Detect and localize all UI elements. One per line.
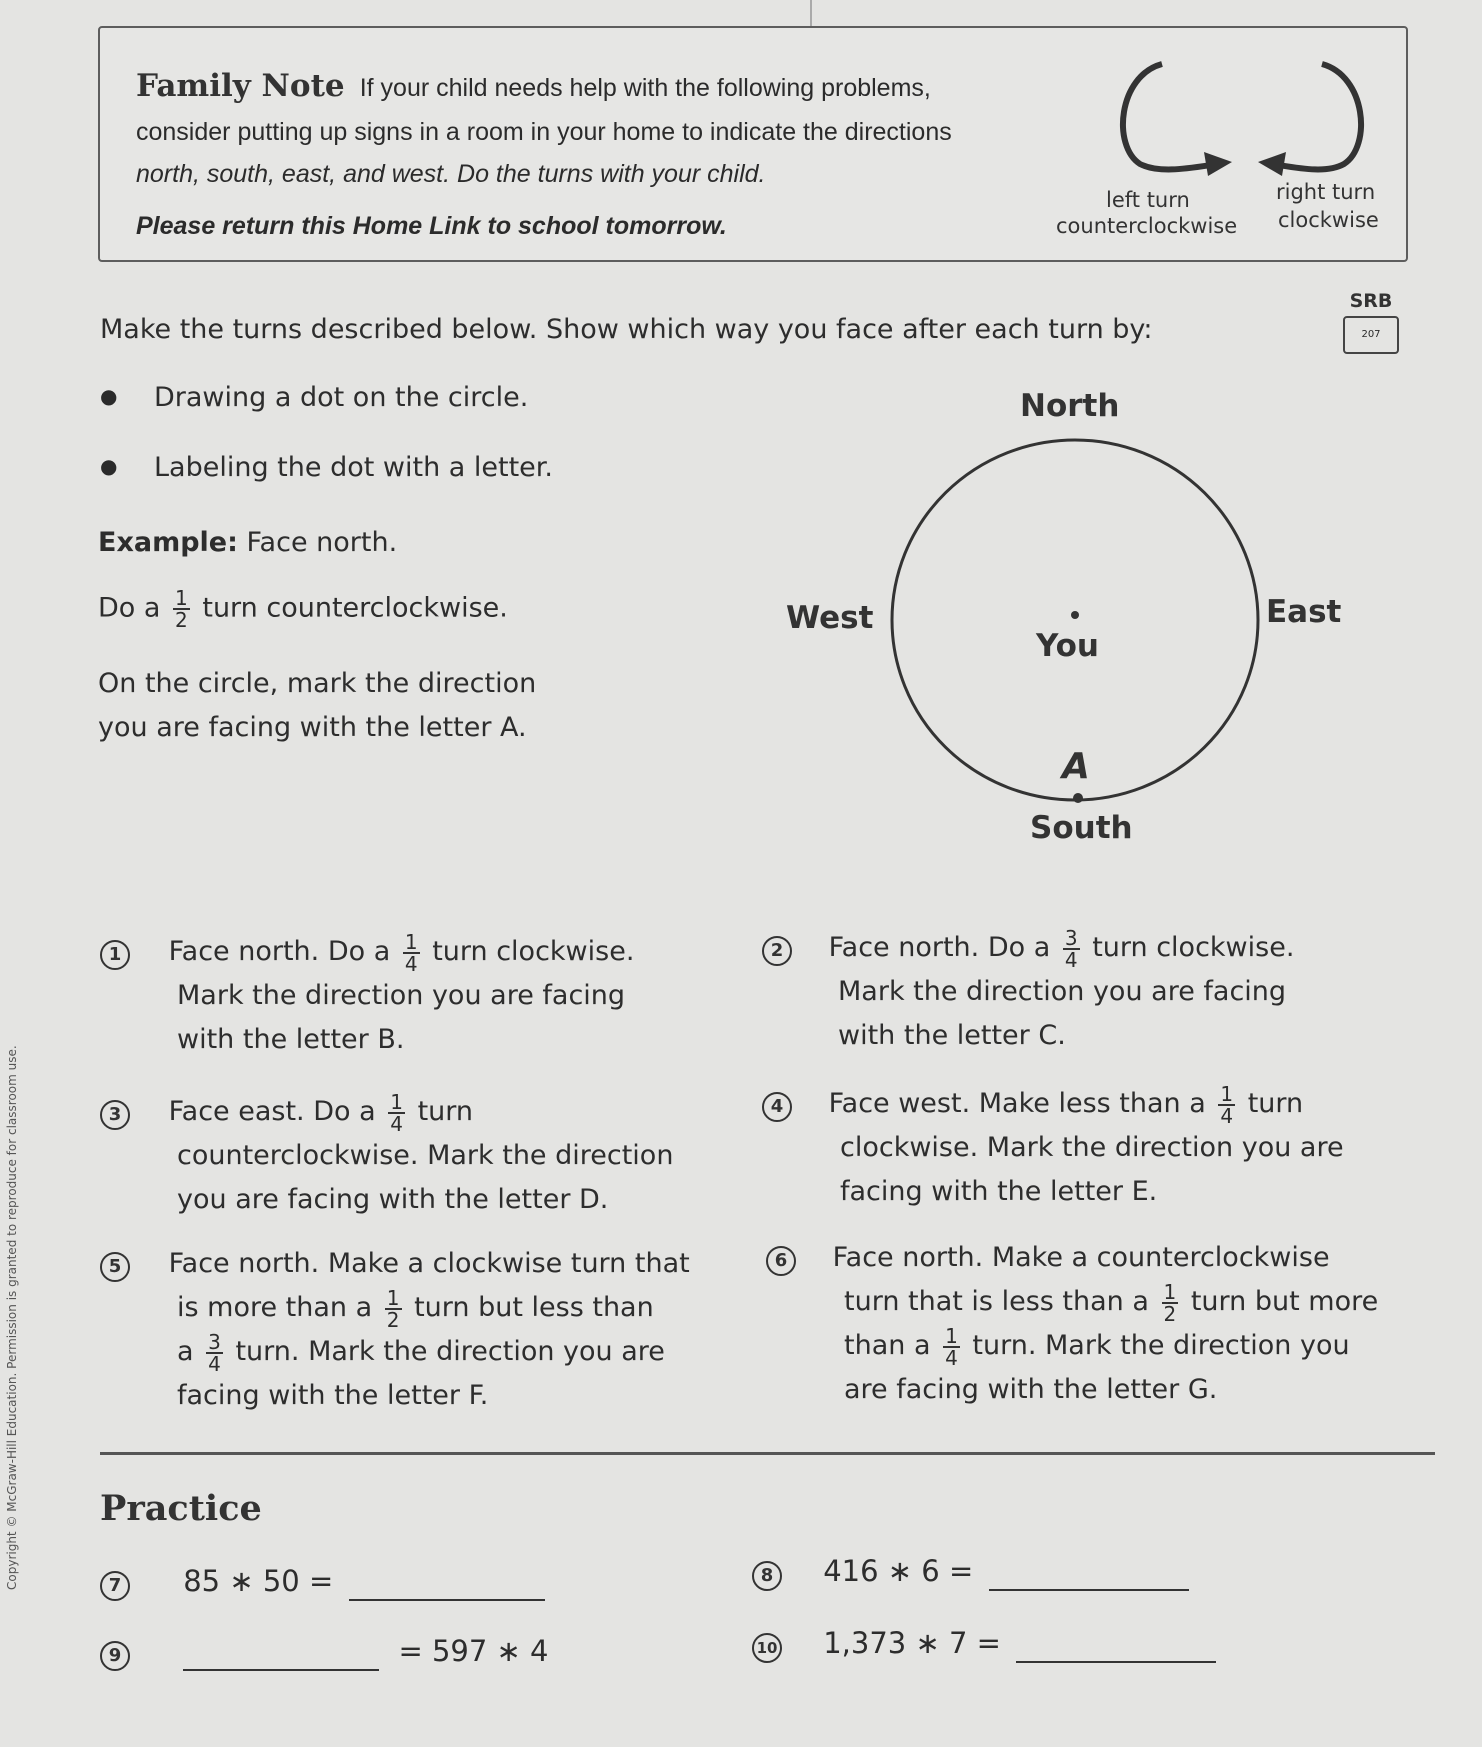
- answer-blank-8[interactable]: [989, 1561, 1189, 1591]
- srb-book-icon: [1343, 316, 1399, 354]
- bullet-icon: ●: [100, 454, 118, 478]
- example-line3: On the circle, mark the direction: [98, 668, 537, 699]
- right-turn-arrowhead-icon: [1258, 152, 1286, 176]
- problem-number: 1: [100, 940, 130, 970]
- problem-number: 7: [100, 1571, 130, 1601]
- fraction: $\frac{3}{4}$: [1064, 925, 1078, 972]
- problem-1: 1 Face north. Do a $\frac{1}{4}$ turn clockwise. Mark the direction you are facing with the letter B.: [100, 930, 720, 1062]
- practice-title: Practice: [100, 1488, 262, 1529]
- problem-number: 10: [752, 1633, 782, 1663]
- problem-6: 6 Face north. Make a counterclockwise turn that is less than a $\frac{1}{2}$ turn but more than a $\frac{1}{4}$ turn. Mark the direction you are facing with the letter G.: [766, 1236, 1482, 1412]
- family-note-text1: If your child needs help with the following problems,: [359, 74, 931, 102]
- copyright-notice: Copyright © McGraw-Hill Education. Permission is granted to reproduce for classroom use.: [5, 1045, 19, 1590]
- compass-west: West: [786, 600, 874, 636]
- problem-4: 4 Face west. Make less than a $\frac{1}{4}$ turn clockwise. Mark the direction you are facing with the letter E.: [762, 1082, 1462, 1214]
- answer-a-letter: A: [1062, 746, 1090, 787]
- bullet-text-1: Drawing a dot on the circle.: [154, 382, 529, 413]
- answer-a-dot: [1073, 793, 1083, 803]
- compass-south: South: [1030, 810, 1133, 846]
- practice-8: [752, 1554, 1189, 1591]
- problem-number: 8: [752, 1561, 782, 1591]
- answer-blank-7[interactable]: [349, 1571, 545, 1601]
- problem-number: 9: [100, 1641, 130, 1671]
- answer-blank-9[interactable]: [183, 1641, 379, 1671]
- family-note-text3: north, south, east, and west. Do the turns with your child.: [136, 160, 766, 188]
- fraction: $\frac{1}{2}$: [1163, 1279, 1177, 1326]
- practice-7: [100, 1564, 545, 1601]
- srb-page: 207: [1361, 329, 1381, 340]
- problem-number: 6: [766, 1246, 796, 1276]
- practice-9: [100, 1634, 549, 1671]
- you-dot: [1071, 611, 1079, 619]
- practice-7-expression: 85 ∗ 50 =: [183, 1564, 334, 1598]
- fraction: $\frac{1}{4}$: [404, 929, 418, 976]
- srb-label: SRB: [1349, 290, 1393, 312]
- left-turn-sub: counterclockwise: [1056, 214, 1238, 238]
- instructions-intro: Make the turns described below. Show which way you face after each turn by:: [100, 314, 1153, 345]
- return-note: Please return this Home Link to school tomorrow.: [136, 212, 727, 240]
- problem-5: 5 Face north. Make a clockwise turn that is more than a $\frac{1}{2}$ turn but less than a $\frac{3}{4}$ turn. Mark the direction you are facing with the letter F.: [100, 1242, 760, 1418]
- fraction: $\frac{1}{4}$: [1220, 1081, 1234, 1128]
- example-line1: [98, 527, 397, 558]
- srb-reference: [1340, 290, 1402, 358]
- practice-9-expression: = 597 ∗ 4: [398, 1634, 549, 1668]
- problem-3: 3 Face east. Do a $\frac{1}{4}$ turn counterclockwise. Mark the direction you are facing with the letter D.: [100, 1090, 740, 1222]
- right-turn-label: right turn: [1276, 180, 1376, 204]
- left-turn-arrowhead-icon: [1204, 152, 1232, 176]
- example-face: Face north.: [246, 527, 398, 558]
- family-note-text2: consider putting up signs in a room in your home to indicate the directions: [136, 118, 952, 146]
- left-turn-label: left turn: [1106, 188, 1190, 212]
- right-turn-sub: clockwise: [1278, 208, 1379, 232]
- problem-number: 5: [100, 1252, 130, 1282]
- practice-10-expression: 1,373 ∗ 7 =: [823, 1626, 1001, 1660]
- problem-2: 2 Face north. Do a $\frac{3}{4}$ turn clockwise. Mark the direction you are facing with the letter C.: [762, 926, 1462, 1058]
- problem-number: 4: [762, 1092, 792, 1122]
- problem-number: 3: [100, 1100, 130, 1130]
- example-label: Example:: [98, 527, 238, 558]
- example-line2: Do a $\frac{1}{2}$ turn counterclockwise.: [98, 586, 508, 632]
- problem-number: 2: [762, 936, 792, 966]
- fraction: $\frac{1}{4}$: [390, 1089, 403, 1136]
- family-note-title: Family Note: [136, 68, 345, 104]
- section-divider: [100, 1452, 1435, 1455]
- compass-east: East: [1266, 594, 1342, 630]
- bullet-text-2: Labeling the dot with a letter.: [154, 452, 553, 483]
- left-turn-arrow-icon: [1123, 64, 1218, 169]
- practice-8-expression: 416 ∗ 6 =: [823, 1554, 974, 1588]
- compass-north: North: [1020, 388, 1120, 424]
- fraction: $\frac{1}{2}$: [386, 1285, 400, 1332]
- fraction: $\frac{1}{2}$: [175, 586, 188, 632]
- bullet-icon: ●: [100, 384, 118, 408]
- practice-10: [752, 1626, 1216, 1663]
- compass-you: You: [1036, 628, 1099, 664]
- fraction: $\frac{3}{4}$: [208, 1329, 221, 1376]
- example-line4: you are facing with the letter A.: [98, 712, 527, 743]
- answer-blank-10[interactable]: [1016, 1633, 1216, 1663]
- turn-arrows-illustration: [1100, 56, 1390, 186]
- family-note-line1: [136, 68, 931, 104]
- fraction: $\frac{1}{4}$: [945, 1323, 958, 1370]
